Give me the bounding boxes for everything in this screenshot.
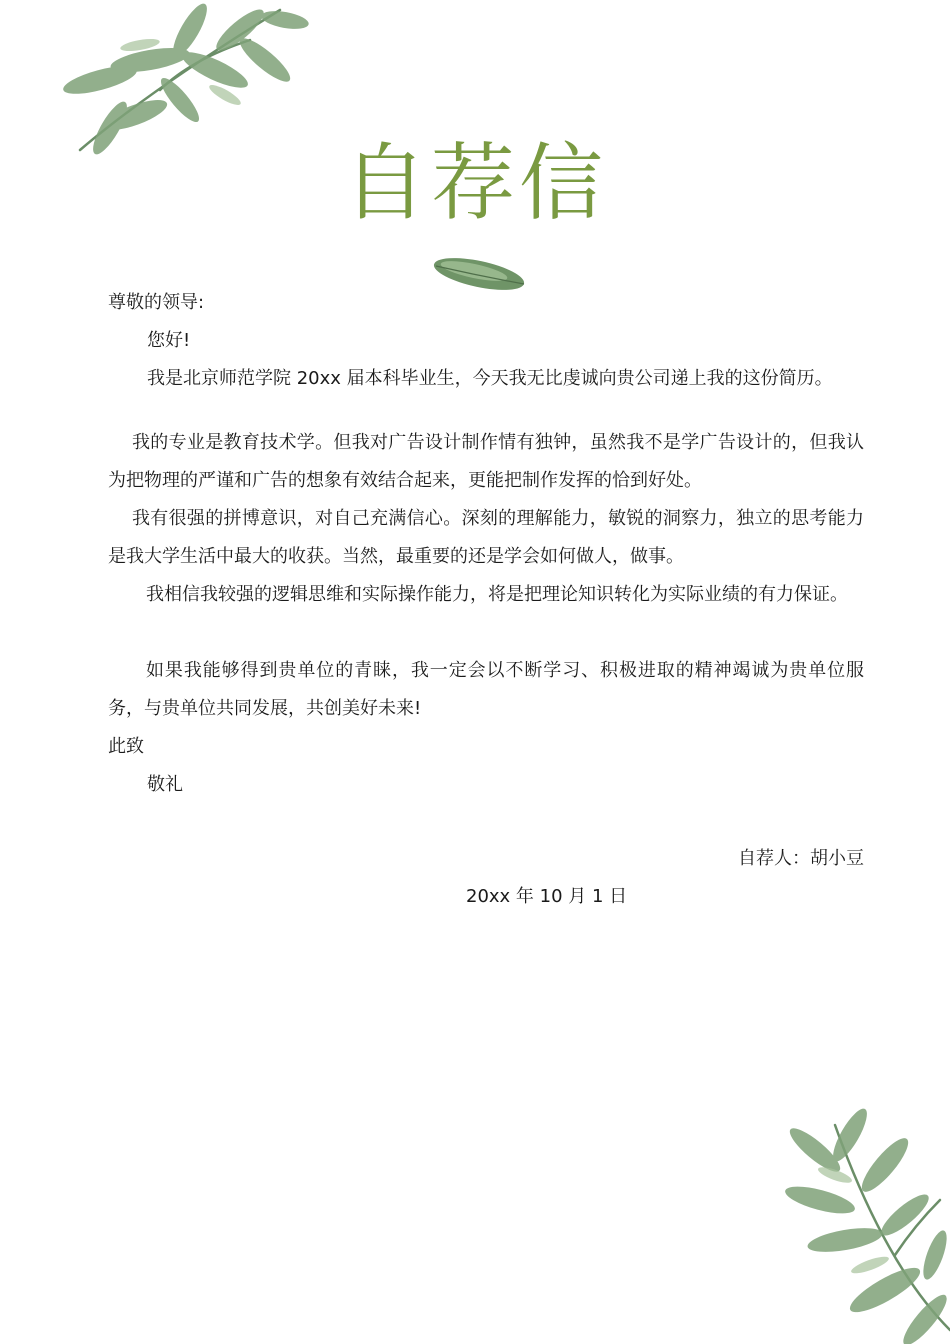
leaf-branch-bottom-right-icon [775,1105,950,1344]
intro-paragraph: 我是北京师范学院 20xx 届本科毕业生，今天我无比虔诚向贵公司递上我的这份简历。 [147,368,833,389]
paragraph-strengths: 我有很强的拼博意识，对自己充满信心。深刻的理解能力，敏锐的洞察力，独立的思考能力是我大学生活中最大的收获。当然，最重要的还是学会如何做人，做事。 [108,508,864,567]
paragraph-abilities: 我相信我较强的逻辑思维和实际操作能力，将是把理论知识转化为实际业绩的有力保证。 [146,584,848,605]
leaf-divider-icon [430,254,528,294]
paragraph-major: 我的专业是教育技术学。但我对广告设计制作情有独钟，虽然我不是学广告设计的，但我认为把物理的严谨和广告的想象有效结合起来，更能把制作发挥的恰到好处。 [108,432,864,491]
signature: 自荐人：胡小豆 [738,848,864,869]
closing-salute: 敬礼 [147,774,183,795]
salutation: 尊敬的领导: [108,292,205,313]
date: 20xx 年 10 月 1 日 [466,886,628,907]
paragraph-closing: 如果我能够得到贵单位的青睐，我一定会以不断学习、积极进取的精神竭诚为贵单位服务，与贵单位共同发展，共创美好未来! [108,660,864,719]
greeting: 您好! [147,330,191,351]
page-title: 自荐信 [342,134,607,232]
closing-regards: 此致 [108,736,144,757]
